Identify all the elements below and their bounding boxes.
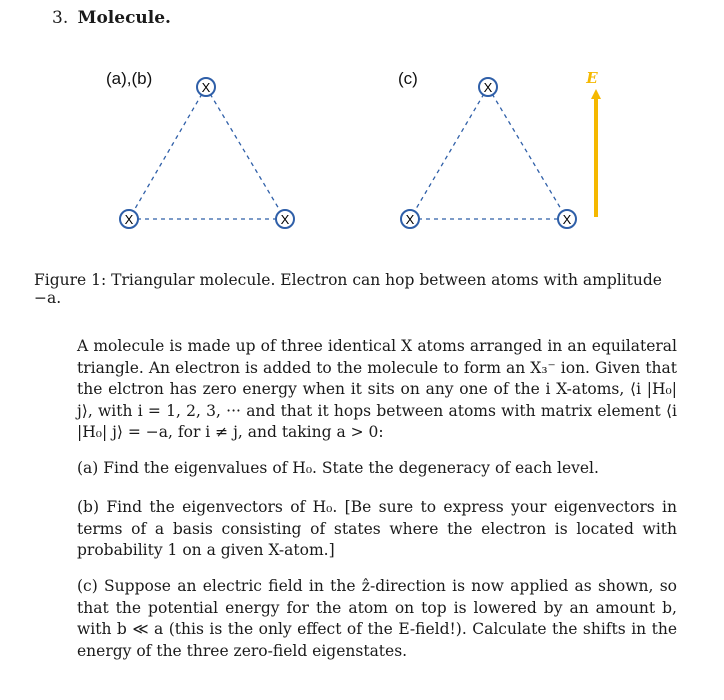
part-a: (a) Find the eigenvalues of H₀. State the degeneracy of each level. (77, 459, 599, 477)
bond-right (206, 87, 285, 219)
atom-top (479, 78, 497, 96)
triangle-c (401, 69, 601, 228)
atom-label: X (280, 212, 290, 227)
atom-right (558, 210, 576, 228)
atom-right (276, 210, 294, 228)
efield-label: E (586, 69, 598, 87)
part-b: (b) Find the eigenvectors of H₀. [Be sure to express your eigenvectors in terms of a basis consisting of states where the electron is located with probability 1 on a given X-atom.] (77, 498, 677, 559)
part-c: (c) Suppose an electric field in the ẑ-direction is now applied as shown, so that the potential energy for the atom on top is lowered by an amount b, with b ≪ a (this is the only effect of the E-field!). Calculate the shifts in the energy of the three zero-field eigenstates. (77, 577, 677, 660)
panel-ab-label: (a),(b) (106, 69, 153, 88)
problem-intro: A molecule is made up of three identical X atoms arranged in an equilateral triangle. An electron is added to the molecule to form an X₃⁻ ion. Given that the elctron has zero energy when it sits on any one of the i X-atoms, ⟨i |H₀| j⟩, with i = 1, 2, 3, ··· and that it hops between atoms with matrix element ⟨i |H₀| j⟩ = −a, for i ≠ j, and taking a > 0: (77, 337, 677, 441)
atom-label: X (124, 212, 134, 227)
triangle-figure (0, 0, 724, 265)
atom-label: X (405, 212, 415, 227)
efield-arrow-icon (591, 89, 601, 217)
atom-top (197, 78, 215, 96)
bond-left (410, 87, 488, 219)
figure-caption: Figure 1: Triangular molecule. Electron can hop between atoms with amplitude −a. (34, 271, 662, 307)
atom-label: X (483, 80, 493, 95)
bond-right (488, 87, 567, 219)
problem-title: Molecule. (77, 8, 171, 28)
problem-number: 3. (52, 8, 69, 28)
atom-label: X (562, 212, 572, 227)
triangle-ab (120, 78, 294, 228)
panel-c-label: (c) (398, 69, 418, 88)
atom-left (401, 210, 419, 228)
atom-label: X (201, 80, 211, 95)
bond-left (129, 87, 206, 219)
atom-left (120, 210, 138, 228)
